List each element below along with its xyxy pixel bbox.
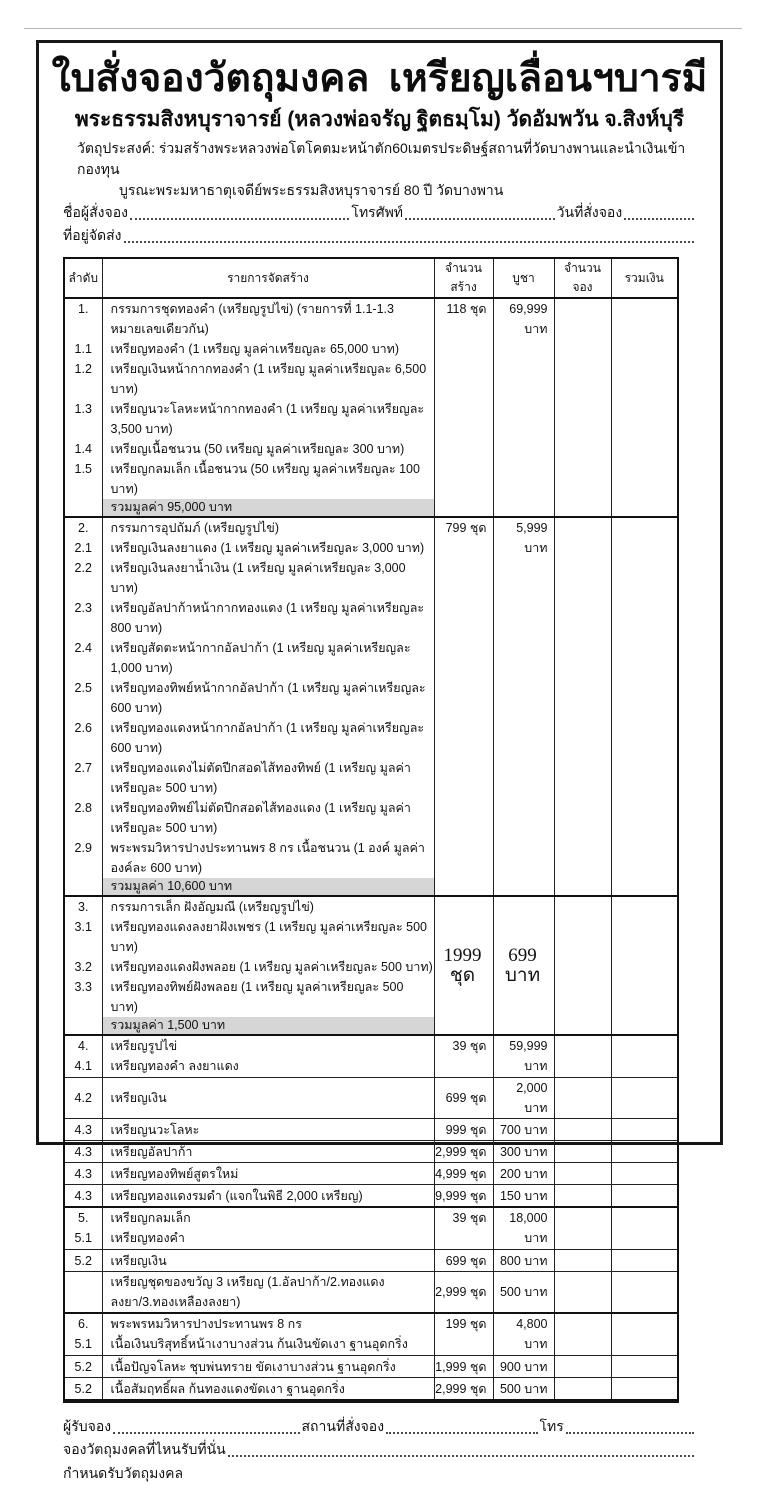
total-money-cell	[611, 1207, 678, 1250]
order-qty-cell	[554, 1250, 611, 1272]
item-desc-cell: เหรียญนวะโลหะหน้ากากทองคำ (1 เหรียญ มูลค่าเหรียญละ 3,500 บาท)	[102, 399, 434, 439]
address-blank	[124, 241, 694, 243]
table-row	[64, 1356, 678, 1378]
item-no-cell: 2.2	[64, 558, 102, 598]
order-qty-cell	[554, 1163, 611, 1185]
price-cell: 69,999 บาท	[493, 298, 554, 517]
item-desc-cell: เหรียญทองแดงหน้ากากอัลปาก้า (1 เหรียญ มูลค่าเหรียญละ 600 บาท)	[102, 718, 434, 758]
total-money-cell	[611, 1078, 678, 1119]
table-row	[64, 517, 678, 538]
form-footer	[39, 1415, 720, 1485]
table-row	[64, 896, 678, 917]
item-no-cell: 5.2	[64, 1250, 102, 1272]
item-no-cell	[64, 1272, 102, 1314]
item-desc-cell: กรรมการอุปถัมภ์ (เหรียญรูปไข่)	[102, 517, 434, 538]
made-qty-cell: 999 ชุด	[434, 1119, 493, 1141]
table-row	[64, 1141, 678, 1163]
made-qty-cell: 39 ชุด	[434, 1207, 493, 1250]
form-title: ใบสั่งจองวัตถุมงคล เหรียญเลื่อนฯบารมี	[51, 57, 708, 100]
price-cell: 300 บาท	[493, 1141, 554, 1163]
item-no-cell: 5. 5.1	[64, 1207, 102, 1250]
item-desc-cell: เหรียญเงินหน้ากากทองคำ (1 เหรียญ มูลค่าเหรียญละ 6,500 บาท)	[102, 359, 434, 399]
total-money-cell	[611, 1185, 678, 1208]
table-header-row	[64, 258, 678, 298]
item-desc-cell: เหรียญทองแดงลงยาฝังเพชร (1 เหรียญ มูลค่าเหรียญละ 500 บาท)	[102, 917, 434, 957]
item-no-cell: 1.1	[64, 339, 102, 359]
col-header-total-money: รวมเงิน	[611, 258, 678, 298]
item-desc-cell: เหรียญทองทิพย์สูตรใหม่	[102, 1163, 434, 1185]
item-desc-cell: เหรียญชุดของขวัญ 3 เหรียญ (1.อัลปาก้า/2.ทองแดงลงยา/3.ทองเหลืองลงยา)	[102, 1272, 434, 1314]
table-row	[64, 1250, 678, 1272]
made-qty-cell: 699 ชุด	[434, 1078, 493, 1119]
made-qty-cell: 799 ชุด	[434, 517, 493, 896]
item-no-cell: 3.3	[64, 977, 102, 1017]
purpose-line-2: บูรณะพระมหาธาตุเจดีย์พระธรรมสิงหบุราจารย์ 80 ปี วัดบางพาน	[119, 182, 504, 199]
item-no-cell	[64, 878, 102, 896]
table-row	[64, 1119, 678, 1141]
receive-date-line: กำหนดรับวัตถุมงคล	[63, 1465, 184, 1482]
item-desc-cell: เนื้อปัญจโลหะ ชุบพ่นทราย ขัดเงาบางส่วน ฐานอุดกริ่ง	[102, 1356, 434, 1378]
footer-phone-blank	[566, 1432, 694, 1434]
item-no-cell: 1.4	[64, 439, 102, 459]
total-money-cell	[611, 1035, 678, 1078]
address-label: ที่อยู่จัดส่ง	[63, 227, 122, 244]
item-desc-cell: เหรียญทองทิพย์ไม่ตัดปีกสอดไส้ทองแดง (1 เหรียญ มูลค่าเหรียญละ 500 บาท)	[102, 798, 434, 838]
item-no-cell: 1.2	[64, 359, 102, 399]
item-desc-cell: เหรียญทองแดงรมดำ (แจกในพิธี 2,000 เหรียญ)	[102, 1185, 434, 1208]
order-qty-cell	[554, 1207, 611, 1250]
item-desc-cell: เหรียญนวะโลหะ	[102, 1119, 434, 1141]
total-money-cell	[611, 1119, 678, 1141]
address-line	[63, 224, 696, 247]
item-desc-cell: เหรียญกลมเล็ก เหรียญทองคำ	[102, 1207, 434, 1250]
item-desc-cell: กรรมการเล็ก ฝังอัญมณี (เหรียญรูปไข่)	[102, 896, 434, 917]
item-no-cell: 2.6	[64, 718, 102, 758]
order-place-label: สถานที่สั่งจอง	[301, 1418, 385, 1435]
item-desc-cell: เหรียญทองแดงฝังพลอย (1 เหรียญ มูลค่าเหรียญละ 500 บาท)	[102, 957, 434, 977]
table-row	[64, 1207, 678, 1250]
item-desc-cell: เหรียญทองทิพย์หน้ากากอัลปาก้า (1 เหรียญ มูลค่าเหรียญละ 600 บาท)	[102, 678, 434, 718]
made-qty-cell: 4,999 ชุด	[434, 1163, 493, 1185]
order-qty-cell	[554, 1272, 611, 1314]
item-desc-cell: เหรียญเงินลงยาแดง (1 เหรียญ มูลค่าเหรียญละ 3,000 บาท)	[102, 538, 434, 558]
made-qty-cell: 2,999 ชุด	[434, 1272, 493, 1314]
phone-blank	[405, 218, 555, 220]
made-qty-cell: 118 ชุด	[434, 298, 493, 517]
item-no-cell: 2.9	[64, 838, 102, 878]
item-desc-cell: เหรียญสัดตะหน้ากากอัลปาก้า (1 เหรียญ มูลค่าเหรียญละ 1,000 บาท)	[102, 638, 434, 678]
item-desc-cell: เหรียญทองคำ (1 เหรียญ มูลค่าเหรียญละ 65,000 บาท)	[102, 339, 434, 359]
price-cell: 200 บาท	[493, 1163, 554, 1185]
footer-phone-label: โทร	[539, 1418, 564, 1435]
price-cell: 18,000 บาท	[493, 1207, 554, 1250]
price-cell: 800 บาท	[493, 1250, 554, 1272]
order-qty-cell	[554, 298, 611, 517]
item-desc-cell: เหรียญกลมเล็ก เนื้อชนวน (50 เหรียญ มูลค่าเหรียญละ 100 บาท)	[102, 459, 434, 499]
table-row	[64, 1078, 678, 1119]
orderer-name-label: ชื่อผู้สั่งจอง	[63, 204, 128, 221]
price-cell: 4,800 บาท	[493, 1313, 554, 1356]
total-money-cell	[611, 1272, 678, 1314]
purpose-label: วัตถุประสงค์:	[77, 140, 155, 157]
made-qty-cell: 39 ชุด	[434, 1035, 493, 1078]
item-no-cell: 5.2	[64, 1378, 102, 1402]
order-table	[63, 257, 679, 1403]
made-qty-cell: 199 ชุด	[434, 1313, 493, 1356]
order-qty-cell	[554, 1078, 611, 1119]
order-table-body	[64, 298, 678, 1401]
price-cell: 2,000 บาท	[493, 1078, 554, 1119]
scan-artifact-line	[24, 28, 742, 29]
price-cell: 500 บาท	[493, 1272, 554, 1314]
item-no-cell: 4.3	[64, 1141, 102, 1163]
item-no-cell: 2.7	[64, 758, 102, 798]
total-money-cell	[611, 1356, 678, 1378]
table-row	[64, 1378, 678, 1402]
col-header-made-qty: จำนวนสร้าง	[434, 258, 493, 298]
table-row	[64, 298, 678, 339]
item-desc-cell: เหรียญอัลปาก้า	[102, 1141, 434, 1163]
item-no-cell: 2.4	[64, 638, 102, 678]
item-desc-cell: เหรียญเงิน	[102, 1250, 434, 1272]
price-cell: 900 บาท	[493, 1356, 554, 1378]
total-money-cell	[611, 1250, 678, 1272]
item-no-cell: 3.	[64, 896, 102, 917]
order-qty-cell	[554, 1035, 611, 1078]
receiver-label: ผู้รับจอง	[63, 1418, 112, 1435]
section-total-cell: รวมมูลค่า 1,500 บาท	[102, 1017, 434, 1035]
item-no-cell	[64, 499, 102, 517]
item-no-cell: 4. 4.1	[64, 1035, 102, 1078]
purpose-line-1	[77, 138, 686, 180]
order-date-blank	[624, 218, 694, 220]
made-qty-cell: 1999 ชุด	[434, 896, 493, 1035]
section-total-cell: รวมมูลค่า 10,600 บาท	[102, 878, 434, 896]
item-no-cell: 2.3	[64, 598, 102, 638]
item-no-cell: 4.3	[64, 1163, 102, 1185]
item-desc-cell: เหรียญเงิน	[102, 1078, 434, 1119]
phone-label: โทรศัพท์	[351, 204, 404, 221]
item-no-cell: 3.1	[64, 917, 102, 957]
item-no-cell: 2.8	[64, 798, 102, 838]
orderer-name-blank	[130, 218, 349, 220]
price-cell: 150 บาท	[493, 1185, 554, 1208]
item-no-cell: 1.	[64, 298, 102, 339]
total-money-cell	[611, 298, 678, 517]
table-row	[64, 1035, 678, 1078]
order-qty-cell	[554, 517, 611, 896]
item-no-cell: 4.2	[64, 1078, 102, 1119]
order-qty-cell	[554, 896, 611, 1035]
orderer-line	[63, 201, 696, 224]
section-total-cell: รวมมูลค่า 95,000 บาท	[102, 499, 434, 517]
total-money-cell	[611, 517, 678, 896]
item-no-cell: 6. 5.1	[64, 1313, 102, 1356]
item-desc-cell: พระพรหมวิหารปางประทานพร 8 กร เนื้อเงินบริสุทธิ์หน้าเงาบางส่วน ก้นเงินขัดเงา ฐานอุดกริ่ง	[102, 1313, 434, 1356]
item-desc-cell: เหรียญทองทิพย์ฝังพลอย (1 เหรียญ มูลค่าเหรียญละ 500 บาท)	[102, 977, 434, 1017]
receiver-blank	[113, 1432, 299, 1434]
item-desc-cell: เหรียญรูปไข่ เหรียญทองคำ ลงยาแดง	[102, 1035, 434, 1078]
price-cell: 5,999 บาท	[493, 517, 554, 896]
form-subtitle: พระธรรมสิงหบุราจารย์ (หลวงพ่อจรัญ ฐิตธมฺโม) วัดอัมพวัน จ.สิงห์บุรี	[74, 107, 685, 131]
item-no-cell: 1.5	[64, 459, 102, 499]
order-qty-cell	[554, 1356, 611, 1378]
item-no-cell: 5.2	[64, 1356, 102, 1378]
order-qty-cell	[554, 1141, 611, 1163]
order-date-label: วันที่สั่งจอง	[556, 204, 623, 221]
table-row	[64, 1163, 678, 1185]
item-no-cell: 1.3	[64, 399, 102, 439]
item-no-cell: 2.	[64, 517, 102, 538]
item-desc-cell: พระพรมวิหารปางประทานพร 8 กร เนื้อชนวน (1 องค์ มูลค่าองค์ละ 600 บาท)	[102, 838, 434, 878]
price-cell: 500 บาท	[493, 1378, 554, 1402]
price-cell: 59,999 บาท	[493, 1035, 554, 1078]
order-qty-cell	[554, 1119, 611, 1141]
price-cell: 699 บาท	[493, 896, 554, 1035]
table-row	[64, 1313, 678, 1356]
col-header-price: บูชา	[493, 258, 554, 298]
item-desc-cell: เนื้อสัมฤทธิ์ผล ก้นทองแดงขัดเงา ฐานอุดกริ่ง	[102, 1378, 434, 1402]
item-no-cell: 3.2	[64, 957, 102, 977]
made-qty-cell: 2,999 ชุด	[434, 1378, 493, 1402]
item-no-cell: 2.5	[64, 678, 102, 718]
col-header-item: รายการจัดสร้าง	[102, 258, 434, 298]
order-qty-cell	[554, 1185, 611, 1208]
price-cell: 700 บาท	[493, 1119, 554, 1141]
item-desc-cell: กรรมการชุดทองคำ (เหรียญรูปไข่) (รายการที่ 1.1-1.3 หมายเลขเดียวกัน)	[102, 298, 434, 339]
total-money-cell	[611, 1141, 678, 1163]
pickup-line	[63, 1438, 696, 1461]
pickup-note-label: จองวัตถุมงคลที่ไหนรับที่นั่น	[63, 1441, 226, 1458]
order-qty-cell	[554, 1313, 611, 1356]
item-desc-cell: เหรียญอัลปาก้าหน้ากากทองแดง (1 เหรียญ มูลค่าเหรียญละ 800 บาท)	[102, 598, 434, 638]
made-qty-cell: 2,999 ชุด	[434, 1141, 493, 1163]
pickup-blank	[228, 1455, 694, 1457]
total-money-cell	[611, 1313, 678, 1356]
item-desc-cell: เหรียญทองแดงไม่ตัดปีกสอดไส้ทองทิพย์ (1 เหรียญ มูลค่าเหรียญละ 500 บาท)	[102, 758, 434, 798]
item-no-cell	[64, 1017, 102, 1035]
order-place-blank	[386, 1432, 538, 1434]
table-row	[64, 1272, 678, 1314]
form-border-frame	[36, 40, 723, 1482]
table-row	[64, 1185, 678, 1208]
receiver-line	[63, 1415, 696, 1438]
made-qty-cell: 9,999 ชุด	[434, 1185, 493, 1208]
purpose-text-1: ร่วมสร้างพระหลวงพ่อโตโคตมะหน้าตัก60เมตรประดิษฐ์สถานที่วัดบางพานและนำเงินเข้ากองทุน	[77, 140, 686, 178]
made-qty-cell: 1,999 ชุด	[434, 1356, 493, 1378]
purpose-paragraph	[77, 138, 686, 201]
made-qty-cell: 699 ชุด	[434, 1250, 493, 1272]
item-desc-cell: เหรียญเนื้อชนวน (50 เหรียญ มูลค่าเหรียญละ 300 บาท)	[102, 439, 434, 459]
item-desc-cell: เหรียญเงินลงยาน้ำเงิน (1 เหรียญ มูลค่าเหรียญละ 3,000 บาท)	[102, 558, 434, 598]
item-no-cell: 2.1	[64, 538, 102, 558]
item-no-cell: 4.3	[64, 1185, 102, 1208]
item-no-cell: 4.3	[64, 1119, 102, 1141]
col-header-no: ลำดับ	[64, 258, 102, 298]
total-money-cell	[611, 896, 678, 1035]
total-money-cell	[611, 1378, 678, 1402]
col-header-order-qty: จำนวนจอง	[554, 258, 611, 298]
order-qty-cell	[554, 1378, 611, 1402]
total-money-cell	[611, 1163, 678, 1185]
